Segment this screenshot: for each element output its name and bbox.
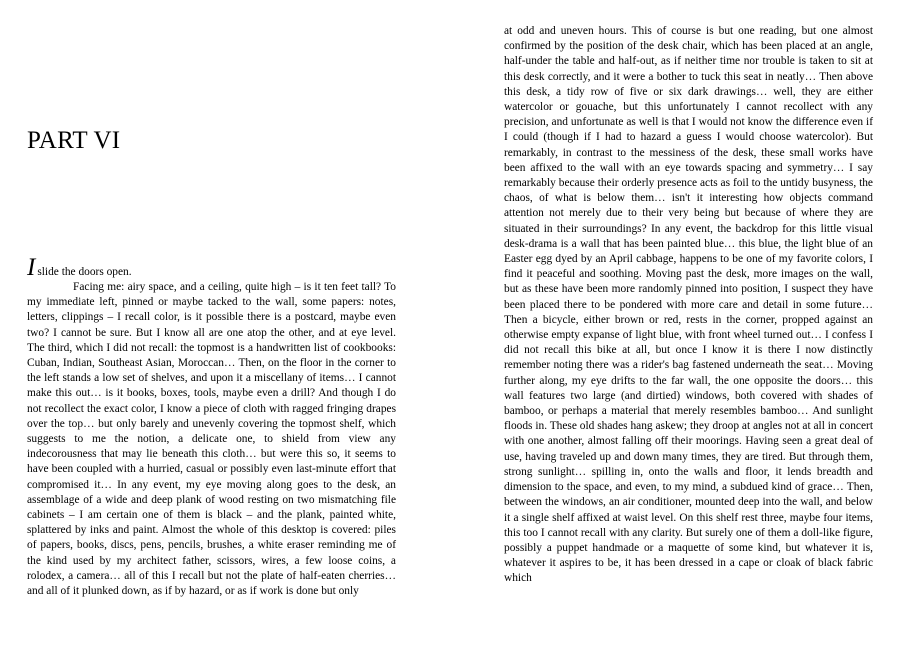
opening-line <box>27 256 396 280</box>
body-paragraph-continued: at odd and uneven hours. This of course is but one reading, but one almost confirmed by the position of the desk chair, which has been placed at an angle, half-under the table and half-out, as if neither time nor trouble is taken to sit at this desk correctly, and it were a bother to tuck this seat in neatly… Then above this desk, a tidy row of five or six dark drawings… well, they are either watercolor or gouache, but this unfortunately I cannot recollect with any precision, and unfortunate as well is that I would not know the difference even if I could (though if I had to hazard a guess I would choose watercolor). But remarkably, in contrast to the messiness of the desk, these small works have been affixed to the wall with an eye towards spacing and symmetry… I say remarkably because their orderly presence acts as foil to the untidy busyness, the chaos, of what is below them… isn't it interesting how objects command attention not merely due to their very being but because of where they are situated in their surroundings? In any event, the backdrop for this little visual desk-drama is a wall that has been painted blue… this blue, the light blue of an Easter egg dyed by an April cabbage, happens to be one of my favorite colors, I find it peaceful and soothing. Moving past the desk, more images on the wall, but as these have been more randomly pinned into position, I suspect they have been placed there to be pondered with more care and detail in some future… Then a bicycle, either brown or red, rests in the corner, propped against an otherwise empty expanse of light blue, with front wheel turned out… I confess I did not recall this bike at all, but once I know it is there I now distinctly remember noting there was a rider's bag fastened underneath the seat… Moving further along, my eye drifts to the far wall, the one opposite the doors… this wall features two large (and dirtied) windows, both covered with shades of bamboo, or perhaps a material that merely resembles bamboo… And sunlight floods in. These old shades hang askew; they droop at angles not at all in concert with one another, almost falling off their moorings. Having seen a great deal of use, having traveled up and down many times, they are tired. But through them, strong sunlight… spilling in, onto the walls and floor, it lends breadth and dimension to the space, and even, to my mind, a subdued kind of grace… Then, between the windows, an air conditioner, mounted deep into the wall, and below it a single shelf affixed at waist level. On this shelf rest three, maybe four items, this too I cannot recall with any clarity. But surely one of them a doll-like figure, possibly a puppet handmade or a maquette of some kind, but whatever it is, whatever it aspires to be, it has been dressed in a cape or cloak of black fabric which <box>504 25 873 585</box>
left-page-body <box>27 256 396 599</box>
right-page-body <box>504 24 873 587</box>
body-paragraph: Facing me: airy space, and a ceiling, quite high – is it ten feet tall? To my immediate left, pinned or maybe tacked to the wall, some papers: notes, letters, clippings – I recall color, is it possible there is a postcard, maybe even two? I cannot be sure. But I know all are one atop the other, and at eye level. The third, which I did not recall: the topmost is a handwritten list of cookbooks: Cuban, Indian, Southeast Asian, Moroccan… Then, on the floor in the corner to the left stands a low set of shelves, and upon it a miscellany of items… I cannot make this out… is it books, boxes, tools, maybe even a drill? And though I do not recollect the exact color, I know a piece of cloth with ragged fringing drapes over the top… but only barely and unevenly covering the topmost shelf, which suggests to me the notion, a delicate one, to shield from view any indecorousness that may lie beneath this cloth… but were this so, it seems to have been coupled with a hurried, casual or possibly even last-minute effort that compromised it… In any event, my eye moving along goes to the desk, an assemblage of a wide and deep plank of wood resting on two mismatching file cabinets – I am certain one of them is black – and the plank, painted white, splattered by inks and paint. Almost the whole of this desktop is covered: piles of papers, books, discs, pens, pencils, brushes, a white eraser reminding me of the kind used by my architect father, scissors, wires, a few loose coins, a rolodex, a camera… all of this I recall but not the plate of half-eaten cherries… and all of it plunked down, as if by hazard, or as if work is done but only <box>27 281 396 598</box>
part-heading: PART VI <box>27 127 121 154</box>
drop-cap: I <box>27 254 36 281</box>
opening-line-text: slide the doors open. <box>37 266 132 278</box>
